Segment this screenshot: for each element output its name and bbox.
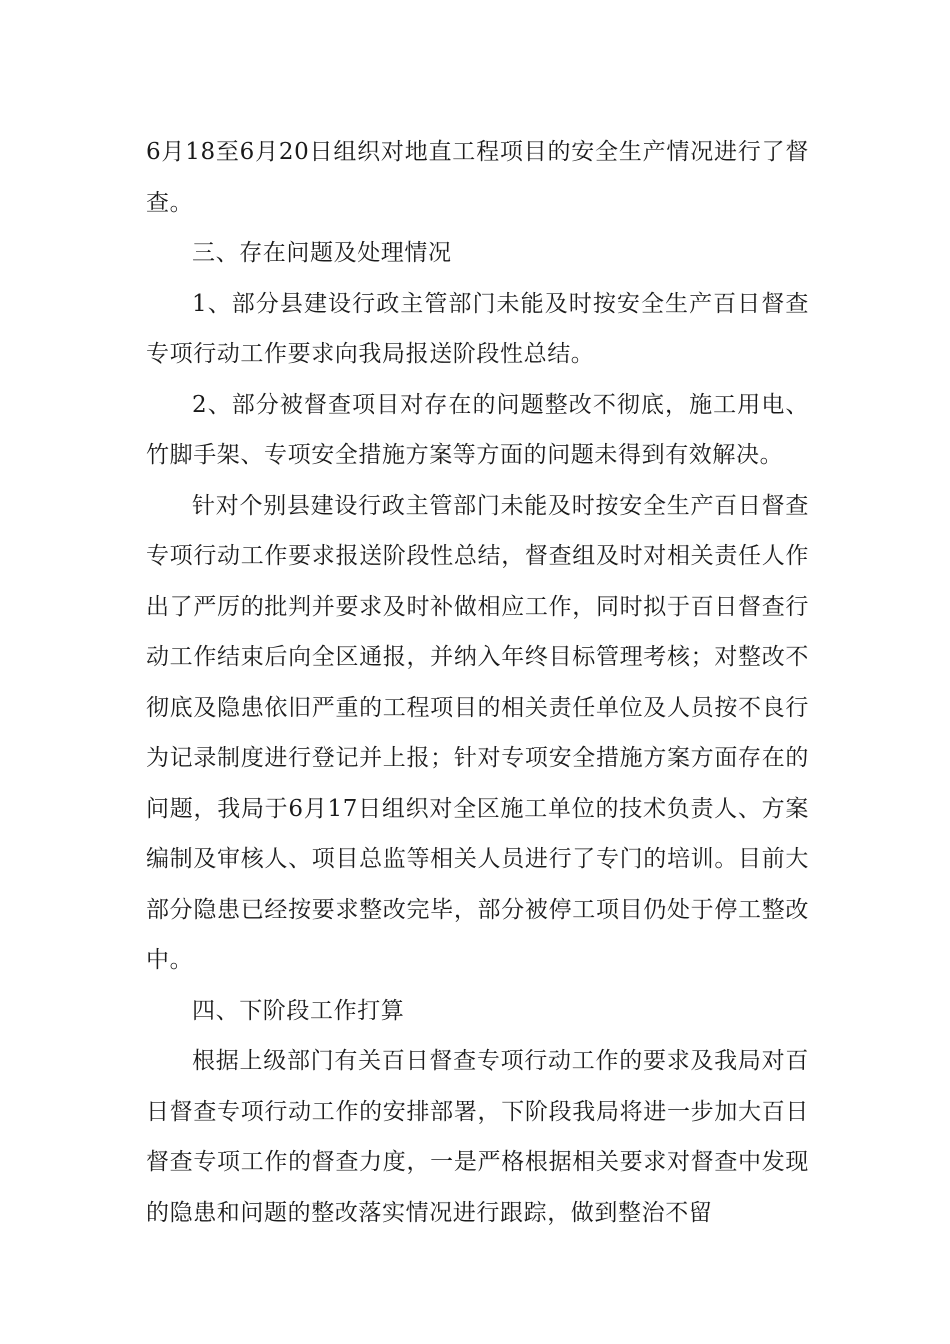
- paragraph-next-stage-plan: 根据上级部门有关百日督查专项行动工作的要求及我局对百日督查专项行动工作的安排部署，下阶段我局将进一步加大百日督查专项工作的督查力度，一是严格根据相关要求对督查中发现的隐患和问题的整改落实情况进行跟踪，做到整治不留: [146, 1048, 809, 1226]
- heading-next-stage-plan: 四、下阶段工作打算: [192, 997, 405, 1024]
- paragraph-problem-2: 2、部分被督查项目对存在的问题整改不彻底，施工用电、竹脚手架、专项安全措施方案等方面的问题未得到有效解决。: [146, 391, 809, 468]
- document-body: [146, 127, 809, 1238]
- paragraph-inspection-dates: 6月18至6月20日组织对地直工程项目的安全生产情况进行了督查。: [146, 139, 809, 216]
- paragraph-problem-1: 1、部分县建设行政主管部门未能及时按安全生产百日督查专项行动工作要求向我局报送阶段性总结。: [146, 290, 809, 367]
- heading-problems-and-handling: 三、存在问题及处理情况: [192, 240, 452, 266]
- paragraph-handling-measures: 针对个别县建设行政主管部门未能及时按安全生产百日督查专项行动工作要求报送阶段性总结，督查组及时对相关责任人作出了严厉的批判并要求及时补做相应工作，同时拟于百日督查行动工作结束后向全区通报，并纳入年终目标管理考核；对整改不彻底及隐患依旧严重的工程项目的相关责任单位及人员按不良行为记录制度进行登记并上报；针对专项安全措施方案方面存在的问题，我局于6月17日组织对全区施工单位的技术负责人、方案编制及审核人、项目总监等相关人员进行了专门的培训。目前大部分隐患已经按要求整改完毕，部分被停工项目仍处于停工整改中。: [146, 492, 809, 973]
